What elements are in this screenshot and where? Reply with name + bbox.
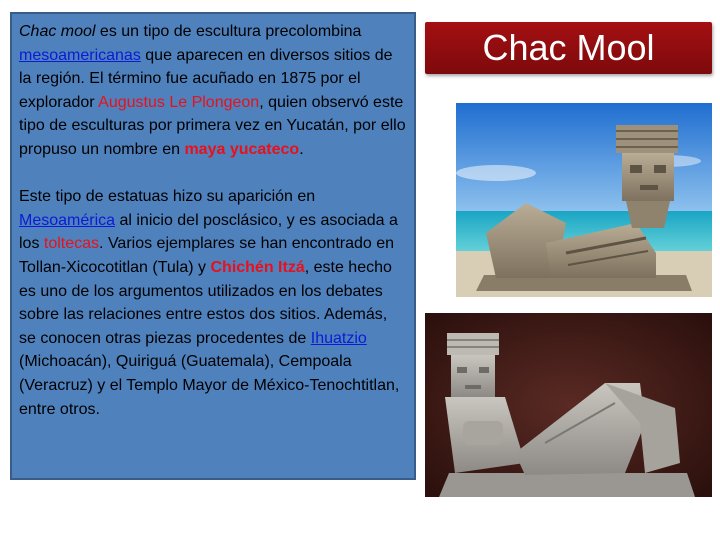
paragraph-1 bbox=[19, 20, 408, 162]
chac-mool-photo-museum bbox=[425, 313, 712, 497]
text-run: al inicio del posclásico, y es asociada a los bbox=[19, 211, 398, 253]
text-panel bbox=[10, 12, 416, 480]
text-run: que aparecen en diversos sitios de la región. El término fue acuñado en 1875 por el explorador bbox=[19, 46, 393, 111]
link-toltecas[interactable]: toltecas bbox=[43, 235, 100, 253]
text-run: Este tipo de estatuas hizo su aparición en bbox=[19, 188, 316, 206]
slide-title: Chac Mool bbox=[425, 22, 712, 74]
text-run: . Varios ejemplares se han encontrado en Tollan-Xicocotitlan (Tula) y bbox=[19, 235, 395, 276]
text-run: , quien observó este tipo de esculturas por primera vez en Yucatán, por ello propuso un nombre en bbox=[19, 93, 406, 158]
link-maya-yucateco[interactable]: maya yucateco bbox=[184, 140, 300, 158]
chac-mool-photo-beach bbox=[456, 103, 712, 297]
text-run: , este hecho es uno de los argumentos utilizados en los debates sobre las relaciones entre estos dos sitios. Además, se conocen otras piezas procedentes de bbox=[19, 258, 392, 347]
chac-mool-beach-illustration bbox=[456, 103, 712, 297]
text-run: es un tipo de escultura precolombina bbox=[95, 23, 362, 40]
link-mesoamericanas[interactable]: mesoamericanas bbox=[19, 46, 141, 64]
link-chichen-itza[interactable]: Chichén Itzá bbox=[210, 258, 305, 276]
paragraph-2 bbox=[19, 185, 408, 421]
link-augustus-le-plongeon[interactable]: Augustus Le Plongeon bbox=[98, 93, 260, 111]
chac-mool-museum-illustration bbox=[425, 313, 712, 497]
text-run: . bbox=[299, 140, 304, 158]
link-mesoamerica[interactable]: Mesoamérica bbox=[19, 211, 116, 229]
text-run: (Michoacán), Quiriguá (Guatemala), Cempoala (Veracruz) y el Templo Mayor de México-Tenochtitlan, entre otros. bbox=[19, 353, 400, 418]
link-ihuatzio[interactable]: Ihuatzio bbox=[310, 329, 367, 347]
term-chac-mool: Chac mool bbox=[19, 23, 96, 40]
